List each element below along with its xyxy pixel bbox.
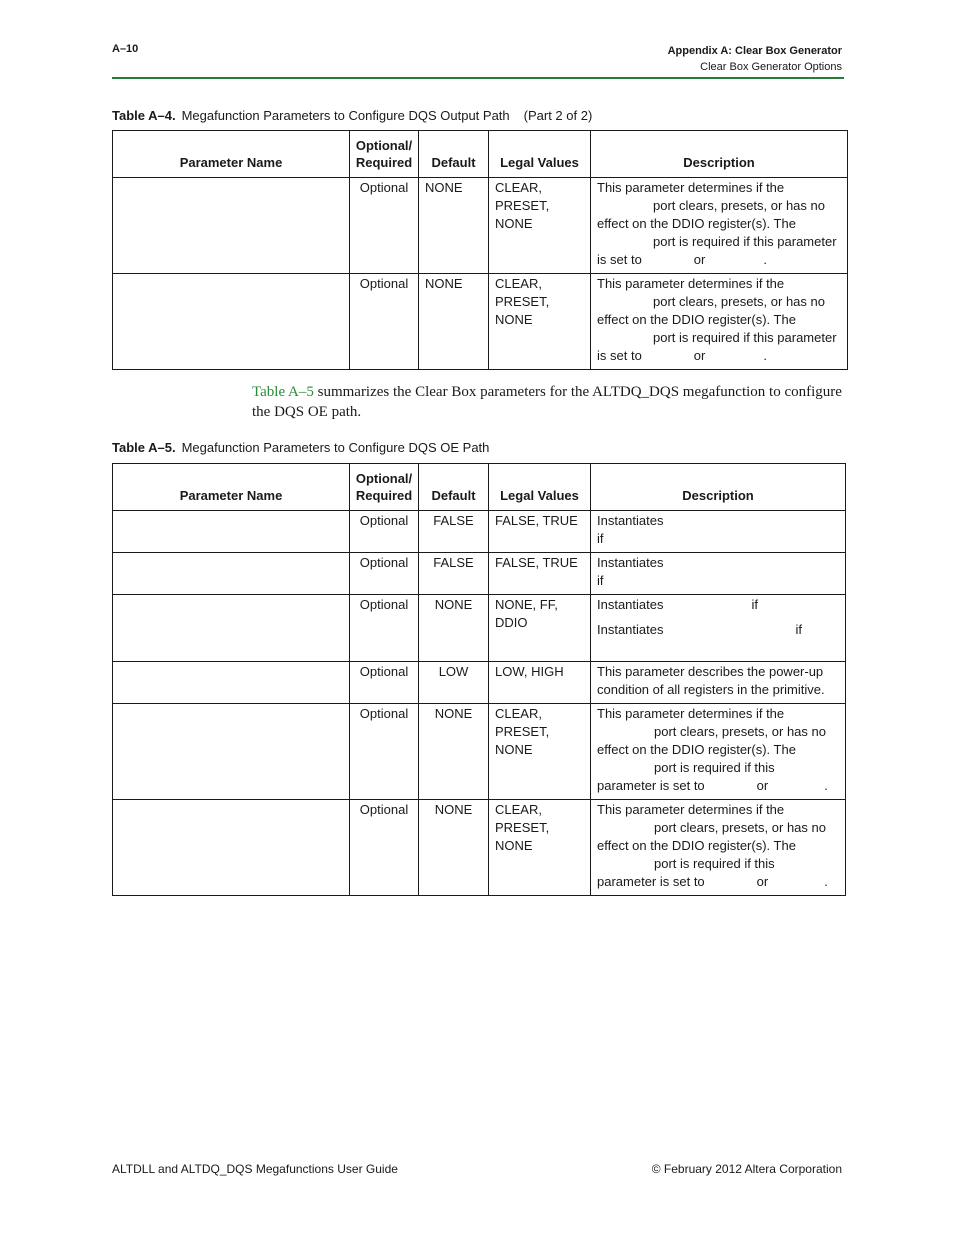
legal-values-cell: CLEAR, PRESET, NONE	[489, 178, 591, 274]
table-a4-header-row	[113, 131, 848, 178]
table-a4-caption-label: Table A–4.	[112, 108, 176, 123]
legal-values-cell: FALSE, TRUE	[489, 553, 591, 595]
default-cell: NONE	[419, 595, 489, 662]
default-cell: NONE	[419, 800, 489, 896]
table-a5-caption-text: Megafunction Parameters to Configure DQS OE Path	[181, 440, 490, 455]
chapter-title: Appendix A: Clear Box Generator	[667, 45, 842, 57]
optional-cell: Optional	[350, 553, 419, 595]
col-header-optional: Optional/ Required	[350, 131, 419, 178]
parameter-name-cell	[113, 178, 350, 274]
header-rule	[112, 77, 844, 79]
optional-cell: Optional	[350, 178, 419, 274]
table-row	[113, 553, 846, 595]
legal-values-cell: LOW, HIGH	[489, 662, 591, 704]
col-header-optional: Optional/ Required	[350, 464, 419, 511]
table-row	[113, 595, 846, 662]
body-paragraph	[252, 382, 844, 422]
table-a5-header-row	[113, 464, 846, 511]
col-header-default: Default	[419, 131, 489, 178]
default-cell: NONE	[419, 274, 489, 370]
paragraph-text: summarizes the Clear Box parameters for the ALTDQ_DQS megafunction to configure the DQS OE path.	[252, 384, 842, 420]
description-cell: Instantiates if Instantiates if	[591, 595, 846, 662]
col-header-parameter-name: Parameter Name	[113, 131, 350, 178]
description-cell: This parameter determines if the port clears, presets, or has no effect on the DDIO register(s). The port is required if this parameter is set to or .	[591, 704, 846, 800]
table-row	[113, 662, 846, 704]
footer-doc-title: ALTDLL and ALTDQ_DQS Megafunctions User Guide	[112, 1162, 398, 1176]
table-row	[113, 704, 846, 800]
page-number: A–10	[112, 43, 139, 55]
default-cell: NONE	[419, 178, 489, 274]
legal-values-cell: FALSE, TRUE	[489, 511, 591, 553]
table-row	[113, 511, 846, 553]
parameter-name-cell	[113, 704, 350, 800]
table-a4-caption-part: (Part 2 of 2)	[523, 108, 593, 123]
description-cell: This parameter describes the power-up condition of all registers in the primitive.	[591, 662, 846, 704]
default-cell: NONE	[419, 704, 489, 800]
description-cell: This parameter determines if the port clears, presets, or has no effect on the DDIO register(s). The port is required if this parameter is set to or .	[591, 178, 848, 274]
description-cell: Instantiates if	[591, 553, 846, 595]
legal-values-cell: CLEAR, PRESET, NONE	[489, 704, 591, 800]
table-a5-xref-link[interactable]: Table A–5	[252, 384, 314, 400]
optional-cell: Optional	[350, 274, 419, 370]
optional-cell: Optional	[350, 800, 419, 896]
legal-values-cell: CLEAR, PRESET, NONE	[489, 800, 591, 896]
default-cell: LOW	[419, 662, 489, 704]
col-header-description: Description	[591, 131, 848, 178]
table-a4-caption	[112, 108, 592, 123]
parameter-name-cell	[113, 553, 350, 595]
parameter-name-cell	[113, 800, 350, 896]
table-a5	[112, 463, 846, 896]
legal-values-cell: NONE, FF, DDIO	[489, 595, 591, 662]
optional-cell: Optional	[350, 662, 419, 704]
table-a4-caption-text: Megafunction Parameters to Configure DQS Output Path	[181, 108, 510, 123]
col-header-legal-values: Legal Values	[489, 131, 591, 178]
parameter-name-cell	[113, 662, 350, 704]
parameter-name-cell	[113, 511, 350, 553]
table-row	[113, 178, 848, 274]
col-header-default: Default	[419, 464, 489, 511]
table-a5-caption-label: Table A–5.	[112, 440, 176, 455]
description-cell: This parameter determines if the port clears, presets, or has no effect on the DDIO register(s). The port is required if this parameter is set to or .	[591, 800, 846, 896]
table-row	[113, 800, 846, 896]
footer-copyright: © February 2012 Altera Corporation	[651, 1162, 842, 1176]
description-cell: Instantiates if	[591, 511, 846, 553]
section-title: Clear Box Generator Options	[700, 61, 842, 73]
default-cell: FALSE	[419, 511, 489, 553]
optional-cell: Optional	[350, 511, 419, 553]
col-header-legal-values: Legal Values	[489, 464, 591, 511]
table-row	[113, 274, 848, 370]
table-a5-caption	[112, 440, 489, 455]
default-cell: FALSE	[419, 553, 489, 595]
legal-values-cell: CLEAR, PRESET, NONE	[489, 274, 591, 370]
parameter-name-cell	[113, 595, 350, 662]
col-header-description: Description	[591, 464, 846, 511]
table-a4	[112, 130, 848, 370]
parameter-name-cell	[113, 274, 350, 370]
running-header	[668, 43, 842, 75]
optional-cell: Optional	[350, 704, 419, 800]
col-header-parameter-name: Parameter Name	[113, 464, 350, 511]
description-cell: This parameter determines if the port clears, presets, or has no effect on the DDIO register(s). The port is required if this parameter is set to or .	[591, 274, 848, 370]
optional-cell: Optional	[350, 595, 419, 662]
